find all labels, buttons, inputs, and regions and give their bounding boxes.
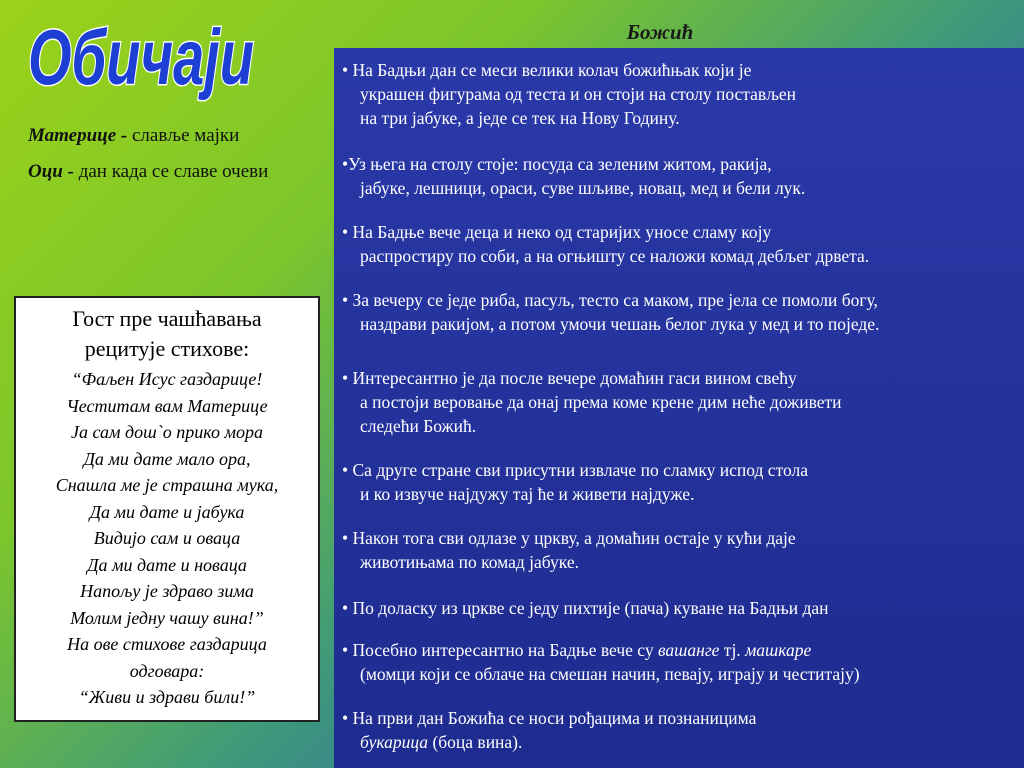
custom-item — [342, 526, 796, 574]
custom-item-line: наздрави ракијом, а потом умочи чешањ белог лука у мед и то поједе. — [360, 314, 880, 334]
custom-item-text: (момци који се облаче на смешан начин, певају, играју и честитају) — [360, 664, 860, 684]
custom-item-line: • Интересантно је да после вечере домаћин гаси вином свећу — [342, 368, 797, 388]
definitions — [28, 125, 328, 197]
custom-item-line: распростиру по соби, а на огњишту се наложи комад дебљег дрвета. — [360, 246, 870, 266]
definition-item — [28, 125, 328, 147]
custom-item-line: и ко извуче најдужу тај ће и живети најдуже. — [360, 484, 695, 504]
definition-text: слављe мајки — [127, 125, 240, 146]
custom-item-line: • За вечеру се једе риба, пасуљ, тесто са маком, пре јела се помоли богу, — [342, 290, 878, 310]
custom-item-line: животињама по комад јабуке. — [360, 552, 579, 572]
custom-item-line: на три јабуке, а једе се тек на Нову Годину. — [360, 108, 680, 128]
wordart-title-text: Обичаји — [28, 13, 255, 101]
custom-item — [342, 220, 869, 268]
verse-line: Видијо сам и оваца — [93, 528, 241, 548]
custom-item-term: вашанге — [657, 640, 720, 660]
custom-item-line: следећи Божић. — [360, 416, 477, 436]
verse-intro — [16, 304, 318, 364]
custom-item-line: јабуке, лешници, ораси, суве шљиве, новац, мед и бели лук. — [360, 178, 806, 198]
verse-line: На ове стихове газдарица — [67, 634, 267, 654]
definition-item — [28, 161, 328, 183]
custom-item-text: • Посебно интересантно на Бадње вече су — [342, 640, 658, 660]
custom-item — [342, 638, 860, 686]
custom-item-line — [342, 662, 860, 686]
custom-item-line: • По доласку из цркве се једу пихтије (пача) куване на Бадњи дан — [342, 598, 829, 618]
custom-item-line — [342, 638, 860, 662]
custom-item — [342, 366, 842, 438]
custom-item-line: • Са друге стране сви присутни извлаче по сламку испод стола — [342, 460, 809, 480]
custom-item-text: (боца вина). — [428, 732, 523, 752]
custom-item — [342, 288, 879, 336]
verse-line: Честитам вам Материце — [66, 395, 268, 416]
verse-line: “Фаљен Исус газдарице! — [71, 369, 263, 389]
verse-box — [14, 296, 320, 722]
definition-text: дан када се славе очеви — [73, 161, 269, 182]
custom-item-line — [342, 730, 756, 754]
verse-line: Напољу је здраво зима — [80, 581, 254, 601]
verse-line: Да ми дате мало ора, — [83, 448, 251, 469]
custom-item-line — [342, 706, 756, 730]
definition-term: Оци - — [28, 161, 74, 182]
slide-heading: Божић — [626, 20, 694, 44]
custom-item-term: букарица — [360, 732, 429, 752]
verse-line: Снашла ме је страшна мука, — [55, 475, 279, 495]
custom-item-line: • На Бадње вече деца и неко од старијих уносе сламу коју — [342, 222, 772, 242]
custom-item-line: •Уз њега на столу стоје: посуда са зеленим житом, ракија, — [342, 154, 772, 174]
custom-item-line: • На Бадњи дан се меси велики колач божићњак који је — [342, 60, 752, 80]
verse-line: Молим једну чашу вина!” — [70, 607, 264, 628]
verse-lines — [16, 366, 318, 711]
custom-item — [342, 58, 796, 130]
verse-line: Ја сам дош`о прико мора — [71, 422, 263, 442]
custom-item — [342, 706, 756, 754]
wordart-title — [22, 2, 262, 102]
verse-intro-line: Гост пре чашћавања — [72, 306, 262, 331]
custom-item — [342, 152, 805, 200]
custom-item-line: украшен фигурама од теста и он стоји на столу постављен — [360, 84, 797, 104]
customs-panel — [334, 48, 1024, 768]
custom-item-line: • Након тога сви одлазе у цркву, а домаћин остаје у кући даје — [342, 528, 796, 548]
custom-item — [342, 596, 829, 620]
custom-item-text: тј. — [719, 640, 746, 660]
custom-item — [342, 458, 808, 506]
definition-term: Материце - — [28, 125, 128, 146]
custom-item-term: машкаре — [745, 640, 812, 660]
verse-line: “Живи и здрави били!” — [78, 687, 256, 707]
verse-intro-line: рецитује стихове: — [84, 336, 250, 361]
verse-line: одговара: — [129, 660, 205, 681]
custom-item-text: • На први дан Божића се носи рођацима и познаницима — [342, 708, 757, 728]
verse-line: Да ми дате и новаца — [87, 554, 247, 575]
custom-item-line: а постоји веровање да онај према коме крене дим неће доживети — [360, 392, 842, 412]
verse-line: Да ми дате и јабука — [89, 501, 245, 522]
